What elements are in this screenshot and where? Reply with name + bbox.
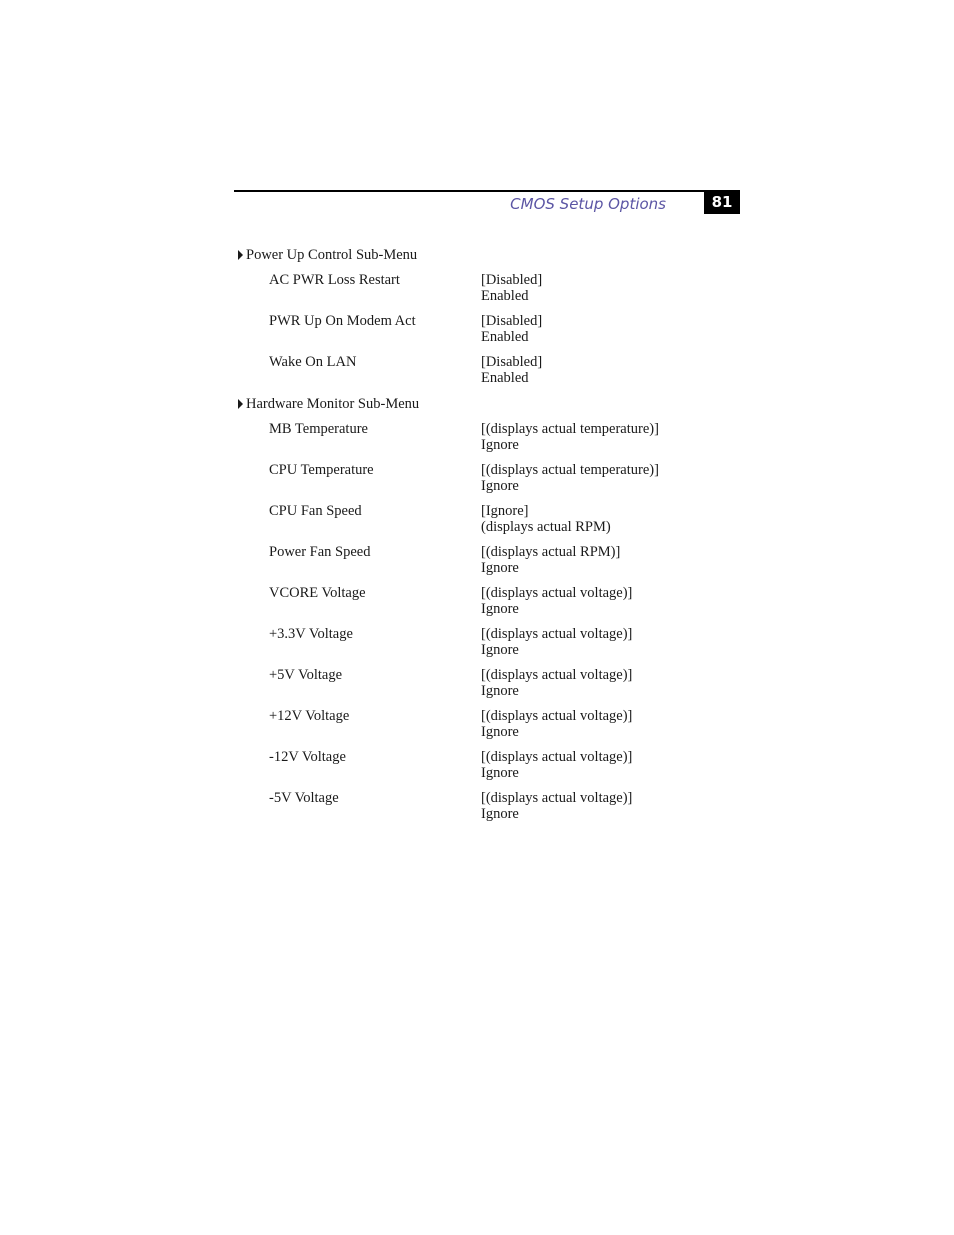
option-value-alt: Ignore	[481, 560, 519, 576]
option-value-alt: Enabled	[481, 329, 529, 345]
option-values	[481, 626, 632, 658]
option-value-default: [Disabled]	[481, 313, 543, 329]
option-label: AC PWR Loss Restart	[269, 272, 400, 288]
header-rule	[234, 190, 740, 192]
option-value-default: [Disabled]	[481, 272, 543, 288]
option-values	[481, 272, 542, 304]
option-values	[481, 313, 542, 345]
option-label: +3.3V Voltage	[269, 626, 353, 642]
option-value-alt: Ignore	[481, 642, 519, 658]
option-label: +5V Voltage	[269, 667, 343, 683]
option-value-alt: Ignore	[481, 601, 519, 617]
section-heading	[236, 395, 716, 413]
option-label: -5V Voltage	[269, 790, 339, 806]
option-label: Power Fan Speed	[269, 544, 371, 560]
option-value-default: [(displays actual voltage)]	[481, 708, 633, 724]
option-label: VCORE Voltage	[269, 585, 366, 601]
option-row	[236, 503, 716, 535]
option-label: PWR Up On Modem Act	[269, 313, 416, 329]
option-row	[236, 421, 716, 453]
option-value-default: [Disabled]	[481, 354, 543, 370]
option-values	[481, 790, 632, 822]
option-values	[481, 749, 632, 781]
option-values	[481, 462, 659, 494]
section-heading-text: Hardware Monitor Sub-Menu	[246, 396, 420, 412]
option-value-alt: Enabled	[481, 288, 529, 304]
option-value-alt: (displays actual RPM)	[481, 519, 611, 535]
option-value-default: [(displays actual temperature)]	[481, 462, 659, 478]
option-value-alt: Ignore	[481, 683, 519, 699]
option-value-alt: Ignore	[481, 478, 519, 494]
option-values	[481, 708, 632, 740]
option-values	[481, 503, 611, 535]
option-row	[236, 272, 716, 304]
option-value-default: [Ignore]	[481, 503, 529, 519]
option-label: MB Temperature	[269, 421, 368, 437]
option-row	[236, 790, 716, 822]
option-values	[481, 667, 632, 699]
option-value-default: [(displays actual RPM)]	[481, 544, 621, 560]
option-row	[236, 585, 716, 617]
option-value-alt: Enabled	[481, 370, 529, 386]
option-row	[236, 626, 716, 658]
option-row	[236, 313, 716, 345]
option-value-alt: Ignore	[481, 724, 519, 740]
option-value-alt: Ignore	[481, 437, 519, 453]
section-heading	[236, 246, 716, 264]
section-hardware-monitor	[236, 395, 716, 822]
option-label: CPU Temperature	[269, 462, 374, 478]
option-value-default: [(displays actual voltage)]	[481, 790, 633, 806]
option-row	[236, 354, 716, 386]
option-row	[236, 544, 716, 576]
option-value-default: [(displays actual voltage)]	[481, 626, 633, 642]
triangle-right-icon	[238, 250, 243, 260]
option-label: CPU Fan Speed	[269, 503, 362, 519]
option-value-default: [(displays actual voltage)]	[481, 585, 633, 601]
option-value-default: [(displays actual voltage)]	[481, 667, 633, 683]
option-row	[236, 462, 716, 494]
option-row	[236, 667, 716, 699]
option-values	[481, 421, 659, 453]
option-value-default: [(displays actual temperature)]	[481, 421, 659, 437]
page-header-title: CMOS Setup Options	[510, 195, 666, 213]
option-values	[481, 544, 620, 576]
option-label: Wake On LAN	[269, 354, 357, 370]
option-label: +12V Voltage	[269, 708, 350, 724]
option-label: -12V Voltage	[269, 749, 346, 765]
option-values	[481, 585, 632, 617]
section-power-up-control	[236, 246, 716, 386]
option-row	[236, 749, 716, 781]
option-values	[481, 354, 542, 386]
option-value-alt: Ignore	[481, 806, 519, 822]
page-number: 81	[704, 190, 740, 214]
option-row	[236, 708, 716, 740]
document-body	[236, 246, 716, 831]
section-heading-text: Power Up Control Sub-Menu	[246, 247, 418, 263]
option-value-alt: Ignore	[481, 765, 519, 781]
triangle-right-icon	[238, 399, 243, 409]
option-value-default: [(displays actual voltage)]	[481, 749, 633, 765]
